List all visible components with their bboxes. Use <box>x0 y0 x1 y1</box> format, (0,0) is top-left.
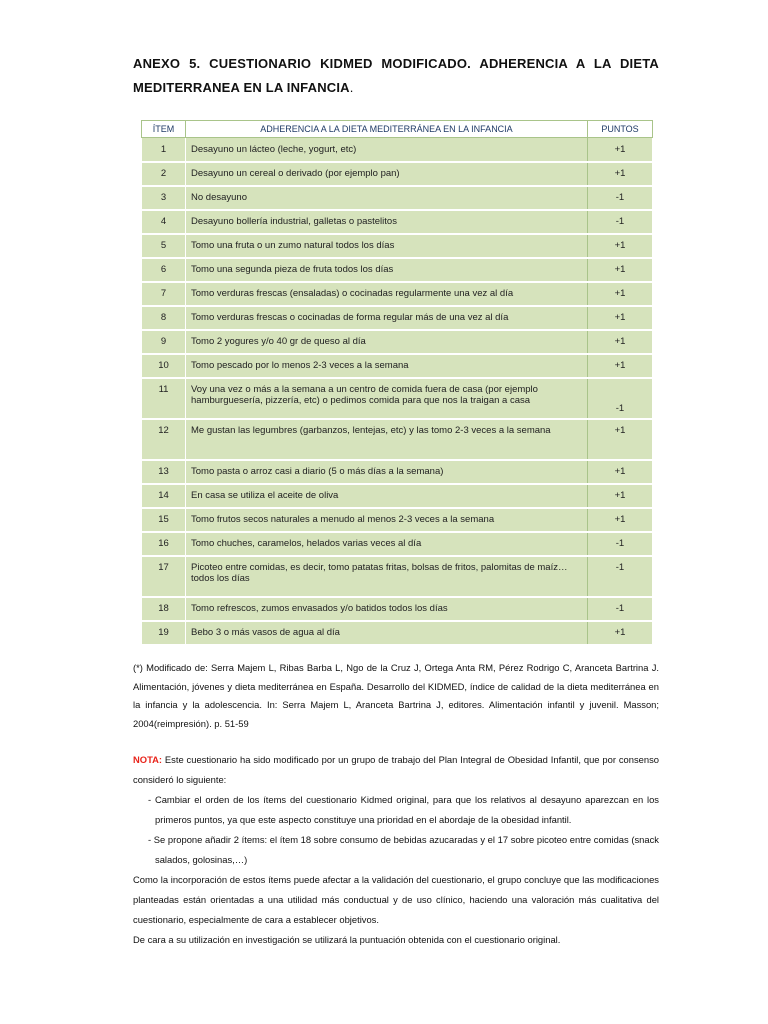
item-points: +1 <box>588 354 653 378</box>
table-row <box>142 460 653 484</box>
item-number: 10 <box>142 354 186 378</box>
note-label: NOTA: <box>133 754 162 765</box>
item-number: 3 <box>142 186 186 210</box>
item-text: Tomo verduras frescas (ensaladas) o cocinadas regularmente una vez al día <box>186 282 588 306</box>
note-intro <box>133 750 659 790</box>
item-number: 9 <box>142 330 186 354</box>
header-points: PUNTOS <box>588 121 653 138</box>
table-row <box>142 378 653 419</box>
note-section <box>133 750 659 950</box>
title-line-1: ANEXO 5. CUESTIONARIO KIDMED MODIFICADO. ADHERENCIA A LA DIETA <box>133 56 659 71</box>
table-row <box>142 508 653 532</box>
item-points: +1 <box>588 306 653 330</box>
item-points: +1 <box>588 460 653 484</box>
item-points: +1 <box>588 330 653 354</box>
item-text: Tomo una segunda pieza de fruta todos los días <box>186 258 588 282</box>
note-paragraph-1: Como la incorporación de estos ítems puede afectar a la validación del cuestionario, el grupo concluye que las modificaciones planteadas están orientadas a una utilidad más conductual y de uso clínico, haciendo una valoración más cualitativa del cuestionario, especialmente de cara a establecer objetivos. <box>133 874 659 925</box>
item-number: 11 <box>142 378 186 419</box>
note-bullet-1: - Cambiar el orden de los ítems del cuestionario Kidmed original, para que los relativos al desayuno aparezcan en los primeros puntos, ya que este aspecto constituye una prioridad en el abordaje de la obesidad infantil. <box>148 794 659 825</box>
item-text: Desayuno un cereal o derivado (por ejemplo pan) <box>186 162 588 186</box>
table-row <box>142 138 653 162</box>
item-text: Tomo pasta o arroz casi a diario (5 o más días a la semana) <box>186 460 588 484</box>
table-row <box>142 210 653 234</box>
item-number: 13 <box>142 460 186 484</box>
item-number: 7 <box>142 282 186 306</box>
item-text: Desayuno bollería industrial, galletas o pastelitos <box>186 210 588 234</box>
item-points: +1 <box>588 282 653 306</box>
item-number: 8 <box>142 306 186 330</box>
item-number: 4 <box>142 210 186 234</box>
table-row <box>142 484 653 508</box>
item-points: -1 <box>588 556 653 597</box>
item-number: 12 <box>142 419 186 460</box>
note-bullet-2: - Se propone añadir 2 ítems: el ítem 18 sobre consumo de bebidas azucaradas y el 17 sobre picoteo entre comidas (snack salados, golosinas,…) <box>148 834 659 865</box>
item-text: Bebo 3 o más vasos de agua al día <box>186 621 588 645</box>
item-number: 2 <box>142 162 186 186</box>
item-points: -1 <box>588 378 653 419</box>
item-text: Desayuno un lácteo (leche, yogurt, etc) <box>186 138 588 162</box>
item-text: Tomo una fruta o un zumo natural todos los días <box>186 234 588 258</box>
table-row <box>142 597 653 621</box>
table-row <box>142 234 653 258</box>
item-points: -1 <box>588 186 653 210</box>
item-number: 1 <box>142 138 186 162</box>
item-points: +1 <box>588 484 653 508</box>
item-points: +1 <box>588 419 653 460</box>
item-text: Tomo chuches, caramelos, helados varias veces al día <box>186 532 588 556</box>
item-number: 14 <box>142 484 186 508</box>
item-text: Tomo 2 yogures y/o 40 gr de queso al día <box>186 330 588 354</box>
title-line-2 <box>133 76 659 100</box>
table-row <box>142 556 653 597</box>
item-number: 5 <box>142 234 186 258</box>
item-text: Tomo pescado por lo menos 2-3 veces a la semana <box>186 354 588 378</box>
table-row <box>142 532 653 556</box>
item-text: En casa se utiliza el aceite de oliva <box>186 484 588 508</box>
item-text: Tomo verduras frescas o cocinadas de forma regular más de una vez al día <box>186 306 588 330</box>
item-text: Me gustan las legumbres (garbanzos, lentejas, etc) y las tomo 2-3 veces a la semana <box>186 419 588 460</box>
table-row <box>142 354 653 378</box>
reference-text: (*) Modificado de: Serra Majem L, Ribas Barba L, Ngo de la Cruz J, Ortega Anta RM, Pérez Rodrigo C, Aranceta Bartrina J. Alimentación, jóvenes y dieta mediterránea en España. Desarrollo del KIDMED, índice de calidad de la dieta mediterránea en la infancia y la adolescencia. In: Serra Majem L, Aranceta Bartrina J, editores. Alimentación infantil y juvenil. Masson; 2004(reimpresión). p. 51-59 <box>133 662 659 729</box>
item-text: Tomo refrescos, zumos envasados y/o batidos todos los días <box>186 597 588 621</box>
item-number: 15 <box>142 508 186 532</box>
item-points: +1 <box>588 258 653 282</box>
header-item: ÍTEM <box>142 121 186 138</box>
table-row <box>142 306 653 330</box>
item-number: 18 <box>142 597 186 621</box>
item-points: -1 <box>588 532 653 556</box>
table-row <box>142 419 653 460</box>
note-intro-text: Este cuestionario ha sido modificado por un grupo de trabajo del Plan Integral de Obesidad Infantil, que por consenso consideró lo siguiente: <box>133 754 659 785</box>
title-period: . <box>349 80 354 95</box>
item-points: -1 <box>588 597 653 621</box>
note-paragraph-2: De cara a su utilización en investigación se utilizará la puntuación obtenida con el cuestionario original. <box>133 934 561 945</box>
item-points: +1 <box>588 234 653 258</box>
item-points: -1 <box>588 210 653 234</box>
item-number: 17 <box>142 556 186 597</box>
item-points: +1 <box>588 162 653 186</box>
item-text: Voy una vez o más a la semana a un centro de comida fuera de casa (por ejemplo hamburguesería, pizzería, etc) o pedimos comida para que nos la traigan a casa <box>186 378 588 419</box>
item-number: 19 <box>142 621 186 645</box>
item-text: Tomo frutos secos naturales a menudo al menos 2-3 veces a la semana <box>186 508 588 532</box>
table-row <box>142 186 653 210</box>
item-text: Picoteo entre comidas, es decir, tomo patatas fritas, bolsas de fritos, palomitas de maíz… todos los días <box>186 556 588 597</box>
kidmed-table <box>141 120 653 646</box>
item-points: +1 <box>588 508 653 532</box>
title-line-2-text: MEDITERRANEA EN LA INFANCIA <box>133 80 350 95</box>
item-points: +1 <box>588 138 653 162</box>
table-row <box>142 330 653 354</box>
header-question: ADHERENCIA A LA DIETA MEDITERRÁNEA EN LA INFANCIA <box>186 121 588 138</box>
document-title <box>133 52 659 100</box>
item-text: No desayuno <box>186 186 588 210</box>
table-row <box>142 621 653 645</box>
table-row <box>142 282 653 306</box>
table-row <box>142 258 653 282</box>
table-row <box>142 162 653 186</box>
item-points: +1 <box>588 621 653 645</box>
item-number: 6 <box>142 258 186 282</box>
item-number: 16 <box>142 532 186 556</box>
